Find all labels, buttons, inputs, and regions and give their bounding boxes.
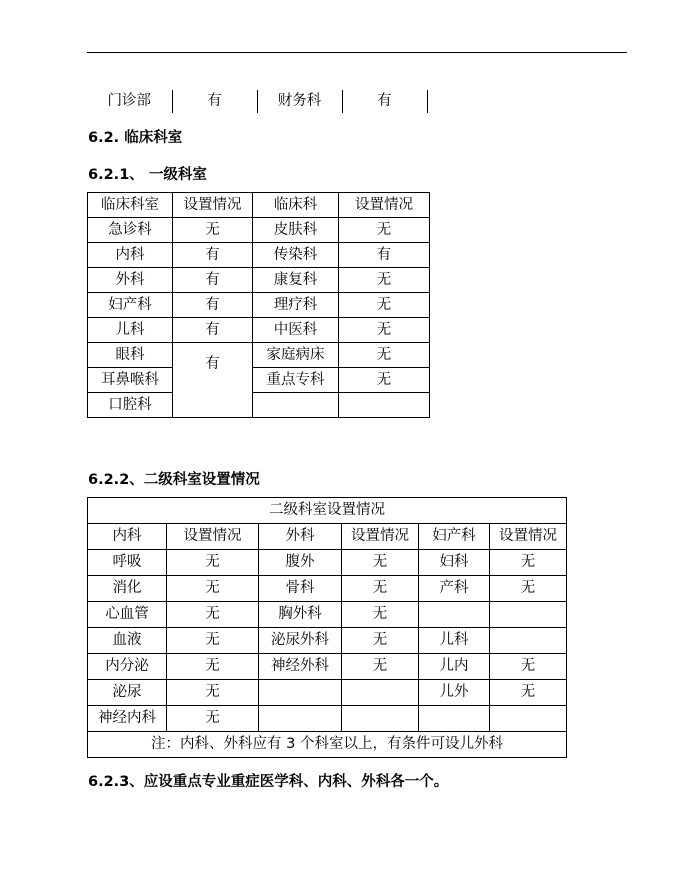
table-cell: 理疗科: [253, 293, 339, 318]
table-cell: [419, 602, 490, 628]
table-cell: 无: [342, 628, 419, 654]
page-header-rule: [87, 52, 627, 53]
table-cell: 心血管: [88, 602, 167, 628]
column-header: 设置情况: [339, 193, 430, 218]
table-cell: 外科: [88, 268, 173, 293]
column-header: 外科: [259, 524, 342, 550]
table-cell: 有: [173, 268, 253, 293]
table-row: [88, 706, 567, 732]
table-cell: 无: [490, 654, 567, 680]
outpatient-row-table: [87, 90, 428, 113]
table-row: [88, 293, 430, 318]
table-row: [88, 268, 430, 293]
column-header: 设置情况: [490, 524, 567, 550]
table-cell: 无: [339, 318, 430, 343]
table-cell: [490, 628, 567, 654]
table-cell: 妇产科: [88, 293, 173, 318]
table-cell: 无: [167, 680, 259, 706]
table-cell: 无: [167, 550, 259, 576]
table-title: 二级科室设置情况: [88, 498, 567, 524]
table-cell: 康复科: [253, 268, 339, 293]
table-cell: 有: [173, 293, 253, 318]
table-cell: 无: [342, 654, 419, 680]
table-row: [88, 628, 567, 654]
table-cell: 无: [167, 602, 259, 628]
table-cell: 有: [173, 243, 253, 268]
table-row: [88, 680, 567, 706]
table-cell: 无: [167, 576, 259, 602]
table-cell: 无: [339, 343, 430, 368]
table-cell: [259, 706, 342, 732]
table-row: [88, 243, 430, 268]
table-row: [88, 343, 430, 368]
table-cell: 口腔科: [88, 393, 173, 418]
table-cell: 儿外: [419, 680, 490, 706]
table-row: [87, 90, 427, 113]
table-cell: 无: [342, 576, 419, 602]
table-cell: 无: [167, 628, 259, 654]
table-cell: 中医科: [253, 318, 339, 343]
table-title-row: [88, 498, 567, 524]
table-cell: 无: [167, 654, 259, 680]
table-cell: 重点专科: [253, 368, 339, 393]
table-cell: 骨科: [259, 576, 342, 602]
table-cell: 内分泌: [88, 654, 167, 680]
table-cell: 妇科: [419, 550, 490, 576]
table-row: [88, 654, 567, 680]
table-cell: 无: [490, 550, 567, 576]
section-heading-item3: 6.2.3、应设重点专业重症医学科、内科、外科各一个。: [88, 774, 449, 790]
table-cell: 血液: [88, 628, 167, 654]
table-cell: 儿科: [419, 628, 490, 654]
table-row: [88, 393, 430, 418]
table-note: 注：内科、外科应有 3 个科室以上，有条件可设儿外科: [88, 732, 567, 758]
table-cell: 消化: [88, 576, 167, 602]
table-cell: 家庭病床: [253, 343, 339, 368]
table-row: [88, 576, 567, 602]
table-cell: 腹外: [259, 550, 342, 576]
table-cell: 无: [490, 576, 567, 602]
table-row: [88, 318, 430, 343]
column-header: 设置情况: [173, 193, 253, 218]
level2-departments-table: [87, 497, 567, 758]
table-cell: 无: [342, 602, 419, 628]
table-cell: 有: [342, 90, 427, 113]
table-cell: 有: [339, 243, 430, 268]
table-cell: 无: [339, 293, 430, 318]
table-cell: 泌尿外科: [259, 628, 342, 654]
section-heading-level1: 6.2.1、 一级科室: [88, 167, 207, 183]
table-cell: 无: [173, 218, 253, 243]
table-cell: 无: [490, 680, 567, 706]
table-cell: 胸外科: [259, 602, 342, 628]
table-cell: [339, 393, 430, 418]
table-cell: [342, 680, 419, 706]
table-cell: 传染科: [253, 243, 339, 268]
table-row: [88, 550, 567, 576]
table-header-row: [88, 524, 567, 550]
table-cell: [253, 393, 339, 418]
table-cell: 有: [173, 318, 253, 343]
column-header: 临床科: [253, 193, 339, 218]
table-row: [88, 602, 567, 628]
table-cell: 无: [167, 706, 259, 732]
table-cell: 门诊部: [87, 90, 172, 113]
table-row: [88, 218, 430, 243]
column-header: 妇产科: [419, 524, 490, 550]
table-header-row: [88, 193, 430, 218]
table-cell: [419, 706, 490, 732]
table-cell: [342, 706, 419, 732]
table-cell: 财务科: [257, 90, 342, 113]
table-row: [88, 368, 430, 393]
column-header: 设置情况: [167, 524, 259, 550]
table-cell: 无: [339, 218, 430, 243]
table-cell: [490, 602, 567, 628]
table-cell: 神经外科: [259, 654, 342, 680]
table-cell: 耳鼻喉科: [88, 368, 173, 393]
table-cell: 内科: [88, 243, 173, 268]
table-cell-merged: 有: [173, 343, 253, 418]
level1-departments-table: [87, 192, 430, 418]
column-header: 设置情况: [342, 524, 419, 550]
column-header: 内科: [88, 524, 167, 550]
table-cell: [259, 680, 342, 706]
table-cell: 儿科: [88, 318, 173, 343]
table-cell: 眼科: [88, 343, 173, 368]
table-cell: 产科: [419, 576, 490, 602]
table-cell: 无: [339, 368, 430, 393]
table-cell: 急诊科: [88, 218, 173, 243]
column-header: 临床科室: [88, 193, 173, 218]
table-cell: 无: [339, 268, 430, 293]
table-note-row: [88, 732, 567, 758]
table-cell: 无: [342, 550, 419, 576]
section-heading-level2: 6.2.2、二级科室设置情况: [88, 472, 260, 488]
table-cell: 呼吸: [88, 550, 167, 576]
table-cell: [490, 706, 567, 732]
table-cell: 儿内: [419, 654, 490, 680]
table-cell: 有: [172, 90, 257, 113]
table-cell: 泌尿: [88, 680, 167, 706]
table-cell: 神经内科: [88, 706, 167, 732]
section-heading-clinical: 6.2. 临床科室: [88, 130, 183, 146]
table-cell: 皮肤科: [253, 218, 339, 243]
